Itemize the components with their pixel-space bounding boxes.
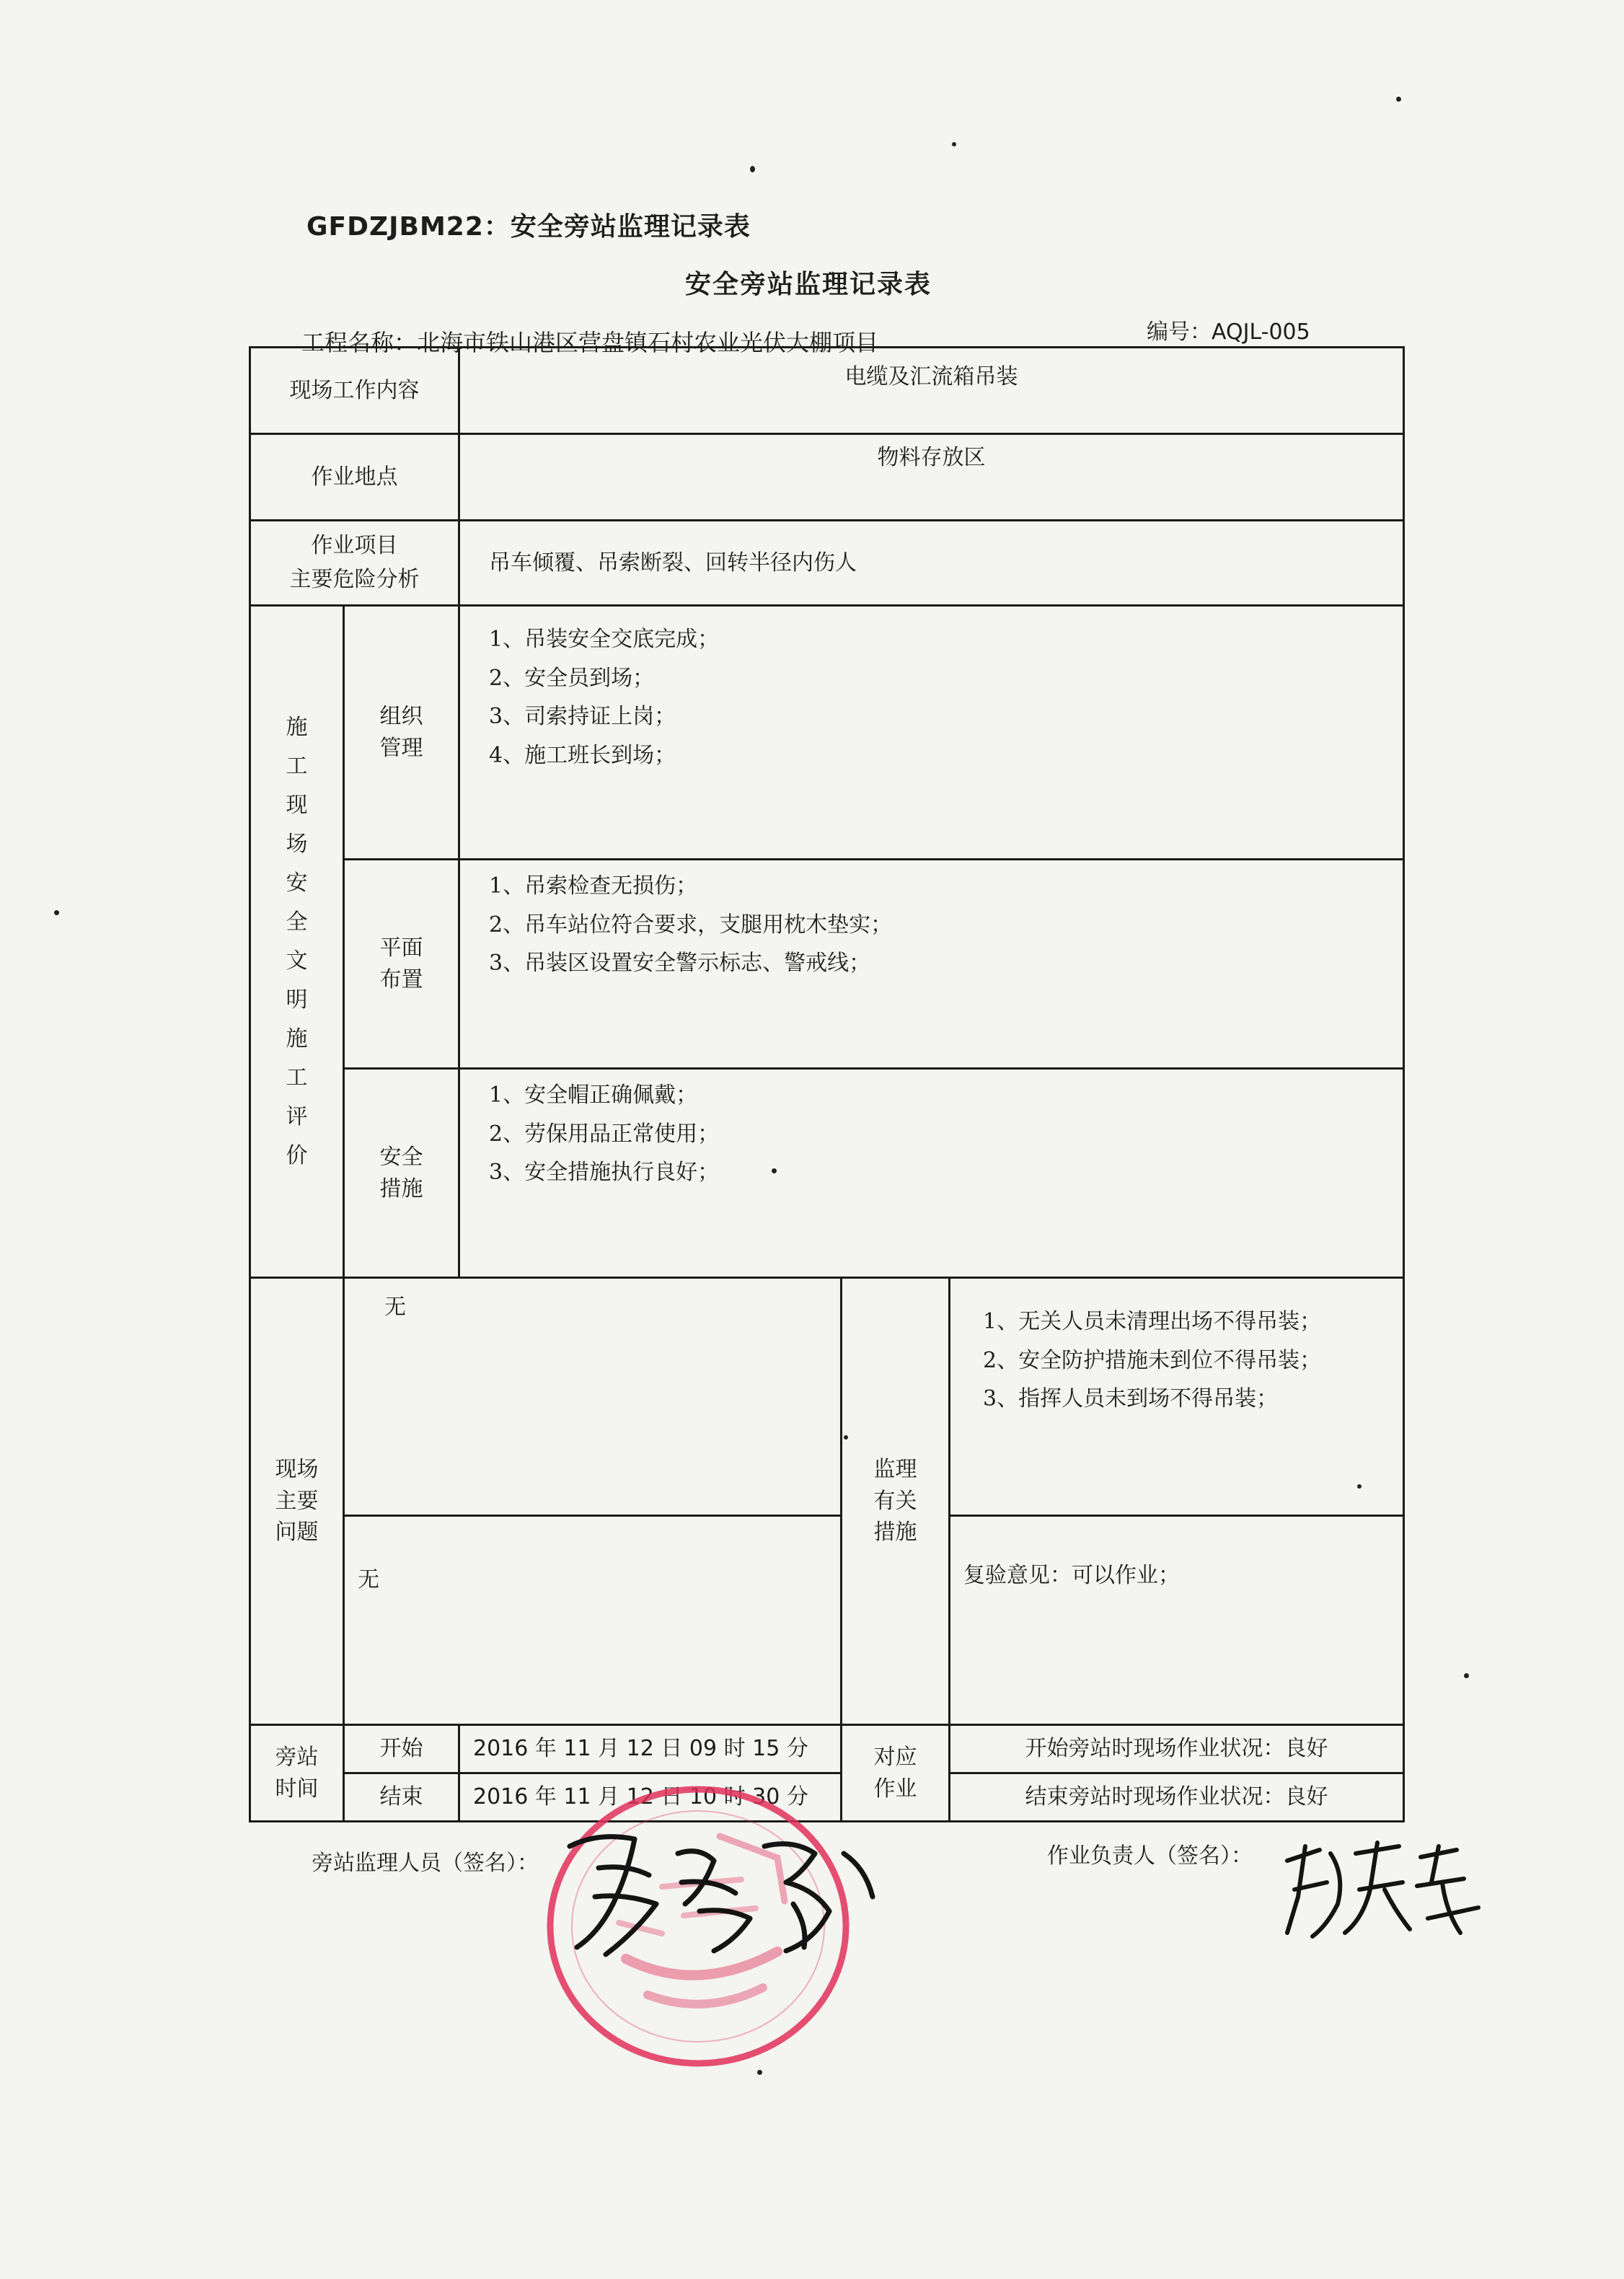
scan-speck (952, 142, 956, 146)
problems-label (250, 1278, 344, 1725)
supervision-label-line: 有关 (873, 1488, 917, 1514)
eval-char: 明 (286, 987, 308, 1013)
problems-label-line: 现场 (275, 1457, 319, 1483)
eval-char: 价 (286, 1142, 308, 1168)
corresponding-work-label (842, 1725, 950, 1822)
number-value: AQJL-005 (1212, 319, 1310, 345)
scan-speck (1464, 1673, 1469, 1678)
list-item: 2、安全员到场； (489, 665, 655, 691)
organization-label-line1: 组织 (379, 704, 423, 729)
work-location-row (250, 434, 1404, 521)
hazard-label-line1: 作业项目 (311, 533, 398, 558)
eval-char: 评 (286, 1103, 308, 1129)
layout-label (344, 860, 459, 1069)
eval-char: 场 (286, 831, 308, 857)
safety-measures-row (250, 1069, 1404, 1278)
time-label (250, 1725, 344, 1822)
problems-label-line: 问题 (275, 1520, 319, 1546)
start-status: 开始旁站时现场作业状况：良好 (950, 1725, 1404, 1773)
list-item: 4、施工班长到场； (489, 742, 676, 768)
list-item: 3、吊装区设置安全警示标志、警戒线； (489, 951, 871, 976)
problems-upper-value: 无 (344, 1278, 842, 1516)
supervision-label-line: 措施 (873, 1520, 917, 1546)
list-item: 3、安全措施执行良好； (489, 1160, 720, 1185)
evaluation-label (250, 606, 344, 1278)
end-status: 结束旁站时现场作业状况：良好 (950, 1773, 1404, 1822)
organization-row (250, 606, 1404, 860)
scan-speck (750, 166, 755, 172)
end-label: 结束 (344, 1773, 459, 1822)
work-content-value: 电缆及汇流箱吊装 (459, 348, 1404, 434)
eval-char: 工 (286, 753, 308, 779)
list-item: 2、劳保用品正常使用； (489, 1121, 720, 1147)
eval-char: 施 (286, 1026, 308, 1052)
scan-speck (772, 1168, 777, 1173)
work-location-label: 作业地点 (250, 434, 459, 521)
list-item: 1、安全帽正确佩戴； (489, 1083, 698, 1108)
supervisor-handwritten-signature (555, 1825, 894, 1969)
eval-char: 全 (286, 909, 308, 935)
time-label-line1: 旁站 (275, 1745, 319, 1770)
scan-speck (844, 1435, 848, 1440)
supervision-measures-label (842, 1278, 950, 1725)
project-label: 工程名称： (301, 329, 418, 356)
form-code-title: GFDZJBM22：安全旁站监理记录表 (306, 212, 751, 242)
list-item: 2、吊车站位符合要求，支腿用枕木垫实； (489, 912, 893, 938)
work-content-label: 现场工作内容 (250, 348, 459, 434)
eval-char: 施 (286, 714, 308, 740)
safety-measures-label-line1: 安全 (379, 1145, 423, 1170)
start-time-value: 2016 年 11 月 12 日 09 时 15 分 (459, 1725, 842, 1773)
leader-signature-label: 作业负责人（签名）： (1047, 1843, 1253, 1869)
scan-speck (54, 910, 59, 915)
work-content-row (250, 348, 1404, 434)
problems-lower-row (250, 1516, 1404, 1725)
scan-speck (1396, 97, 1401, 102)
scan-speck (1357, 1484, 1362, 1489)
hazard-value: 吊车倾覆、吊索断裂、回转半径内伤人 (459, 521, 1404, 606)
work-location-value: 物料存放区 (459, 434, 1404, 521)
organization-label (344, 606, 459, 860)
list-item: 1、无关人员未清理出场不得吊装； (983, 1309, 1322, 1334)
supervision-label-line: 监理 (873, 1457, 917, 1483)
problems-lower-value: 无 (344, 1516, 842, 1725)
list-item: 3、指挥人员未到场不得吊装； (983, 1386, 1279, 1411)
hazard-label (250, 521, 459, 606)
form-main-title: 安全旁站监理记录表 (685, 270, 932, 299)
review-opinion: 复验意见：可以作业； (950, 1516, 1404, 1725)
list-item: 3、司索持证上岗； (489, 704, 676, 729)
problems-upper-row (250, 1278, 1404, 1516)
record-number-line (1147, 314, 1310, 345)
supervision-measures-list (950, 1278, 1404, 1516)
scan-speck (757, 2070, 762, 2075)
layout-label-line2: 布置 (379, 966, 423, 992)
organization-label-line2: 管理 (379, 735, 423, 761)
corresponding-line1: 对应 (873, 1745, 917, 1770)
start-label: 开始 (344, 1725, 459, 1773)
leader-handwritten-signature (1276, 1832, 1493, 1947)
hazard-row (250, 521, 1404, 606)
supervision-record-table (249, 346, 1405, 1822)
problems-label-line: 主要 (275, 1488, 319, 1514)
layout-items (459, 860, 1404, 1069)
hazard-label-line2: 主要危险分析 (289, 566, 420, 592)
organization-items (459, 606, 1404, 860)
time-start-row (250, 1725, 1404, 1773)
eval-char: 工 (286, 1064, 308, 1090)
layout-row (250, 860, 1404, 1069)
list-item: 1、吊装安全交底完成； (489, 627, 720, 652)
corresponding-line2: 作业 (873, 1776, 917, 1802)
safety-measures-label-line2: 措施 (379, 1176, 423, 1202)
safety-measures-label (344, 1069, 459, 1278)
project-name: 北海市铁山港区营盘镇石村农业光伏大棚项目 (417, 329, 879, 356)
list-item: 2、安全防护措施未到位不得吊装； (983, 1347, 1322, 1373)
eval-char: 现 (286, 792, 308, 818)
layout-label-line1: 平面 (379, 935, 423, 961)
safety-measures-items (459, 1069, 1404, 1278)
eval-char: 安 (286, 870, 308, 896)
end-time-value: 2016 年 11 月 12 日 10 时 30 分 (459, 1773, 842, 1822)
eval-char: 文 (286, 948, 308, 974)
list-item: 1、吊索检查无损伤； (489, 873, 698, 899)
supervisor-signature-label: 旁站监理人员（签名）： (312, 1851, 539, 1876)
number-label: 编号： (1147, 319, 1212, 345)
time-label-line2: 时间 (275, 1776, 319, 1802)
